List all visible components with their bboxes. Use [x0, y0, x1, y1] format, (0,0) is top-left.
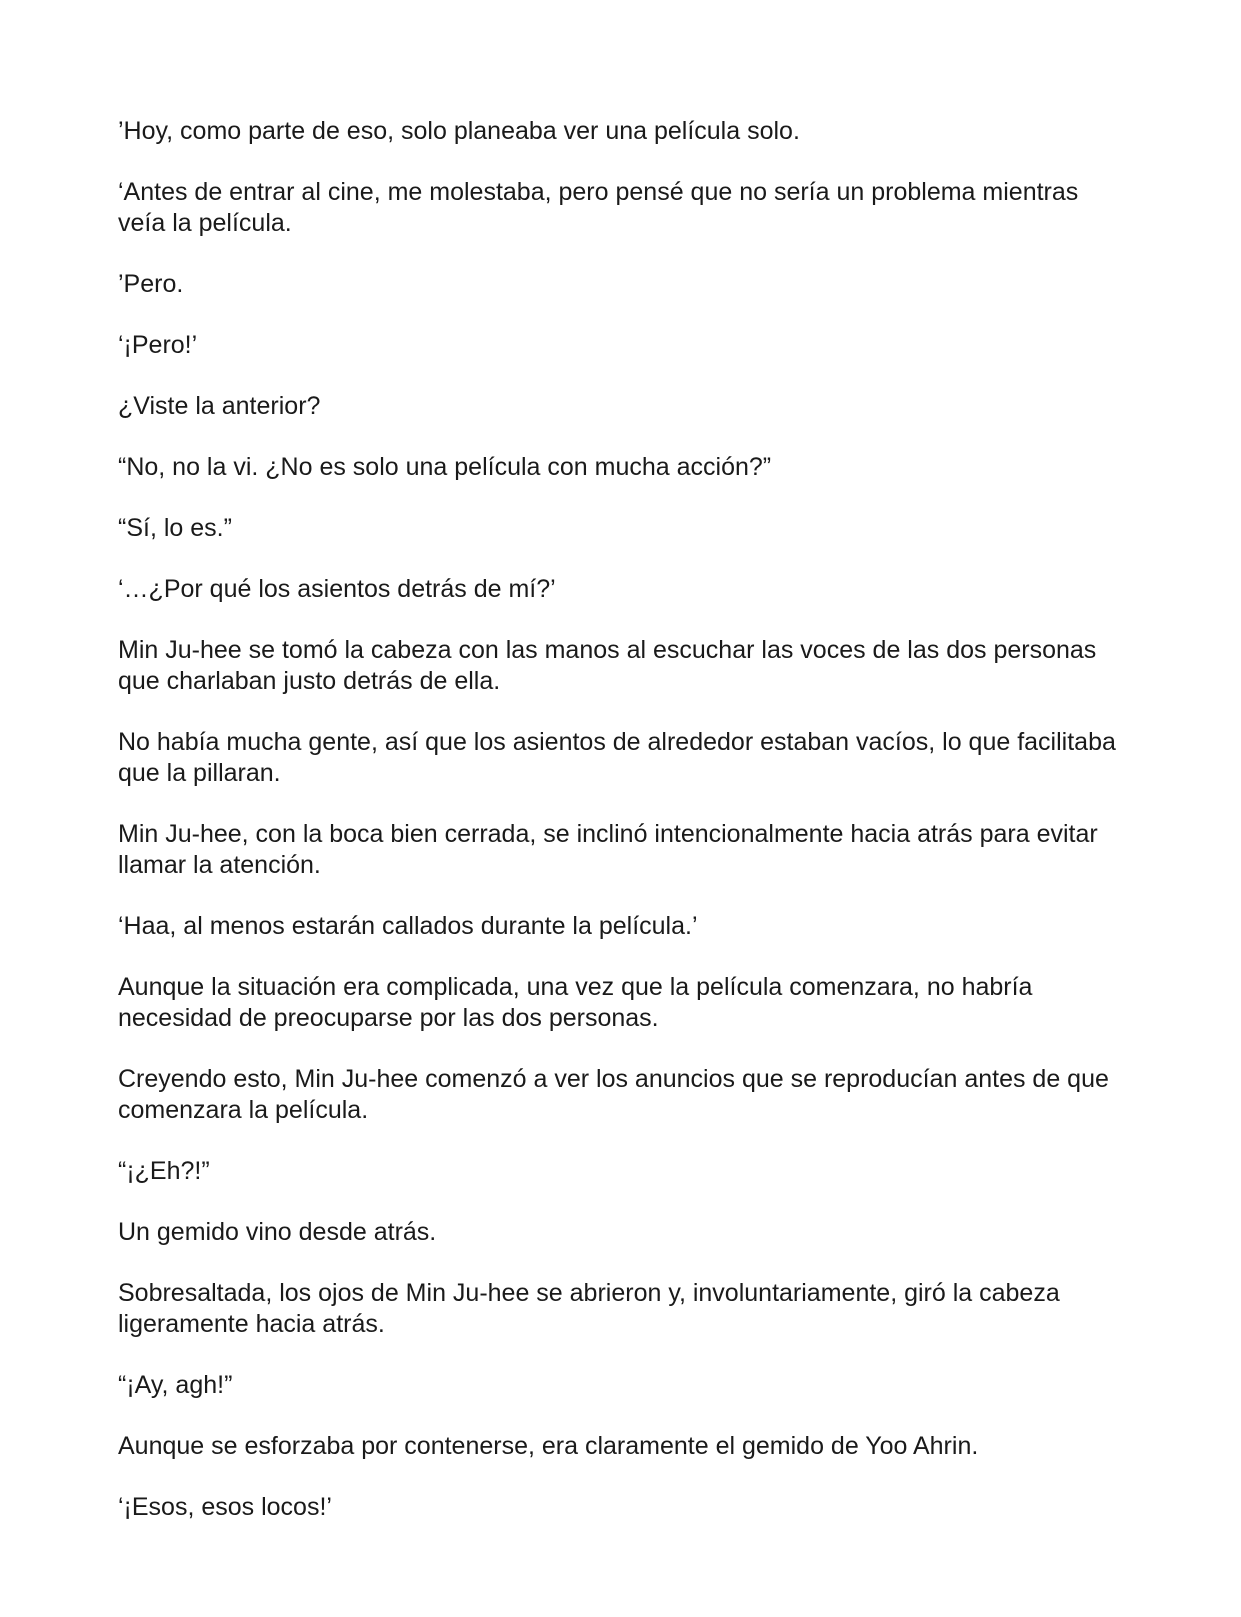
paragraph: ‘Antes de entrar al cine, me molestaba, pero pensé que no sería un problema mientras veía la película.	[118, 178, 1079, 237]
paragraph: Creyendo esto, Min Ju-hee comenzó a ver los anuncios que se reproducían antes de que comenzara la película.	[118, 1065, 1109, 1124]
paragraph: ’Hoy, como parte de eso, solo planeaba ver una película solo.	[118, 117, 800, 145]
paragraph: Sobresaltada, los ojos de Min Ju-hee se abrieron y, involuntariamente, giró la cabeza ligeramente hacia atrás.	[118, 1279, 1060, 1338]
paragraph: ‘…¿Por qué los asientos detrás de mí?’	[118, 575, 556, 603]
paragraph: “Sí, lo es.”	[118, 514, 232, 542]
paragraph: Min Ju-hee se tomó la cabeza con las manos al escuchar las voces de las dos personas que charlaban justo detrás de ella.	[118, 636, 1097, 695]
paragraph: ¿Viste la anterior?	[118, 392, 321, 420]
paragraph: ’Pero.	[118, 270, 184, 298]
paragraph: Un gemido vino desde atrás.	[118, 1218, 437, 1246]
paragraph: No había mucha gente, así que los asientos de alrededor estaban vacíos, lo que facilitaba que la pillaran.	[118, 728, 1116, 787]
paragraph: “No, no la vi. ¿No es solo una película con mucha acción?”	[118, 453, 772, 481]
paragraph: ‘¡Esos, esos locos!’	[118, 1493, 332, 1521]
paragraph: ‘¡Pero!’	[118, 331, 198, 359]
paragraph: “¡Ay, agh!”	[118, 1371, 233, 1399]
paragraph: “¡¿Eh?!”	[118, 1157, 210, 1185]
document-body	[118, 116, 1128, 1553]
paragraph: ‘Haa, al menos estarán callados durante la película.’	[118, 912, 698, 940]
paragraph: Aunque la situación era complicada, una vez que la película comenzara, no habría necesidad de preocuparse por las dos personas.	[118, 973, 1033, 1032]
paragraph: Aunque se esforzaba por contenerse, era claramente el gemido de Yoo Ahrin.	[118, 1432, 979, 1460]
paragraph: Min Ju-hee, con la boca bien cerrada, se inclinó intencionalmente hacia atrás para evitar llamar la atención.	[118, 820, 1098, 879]
